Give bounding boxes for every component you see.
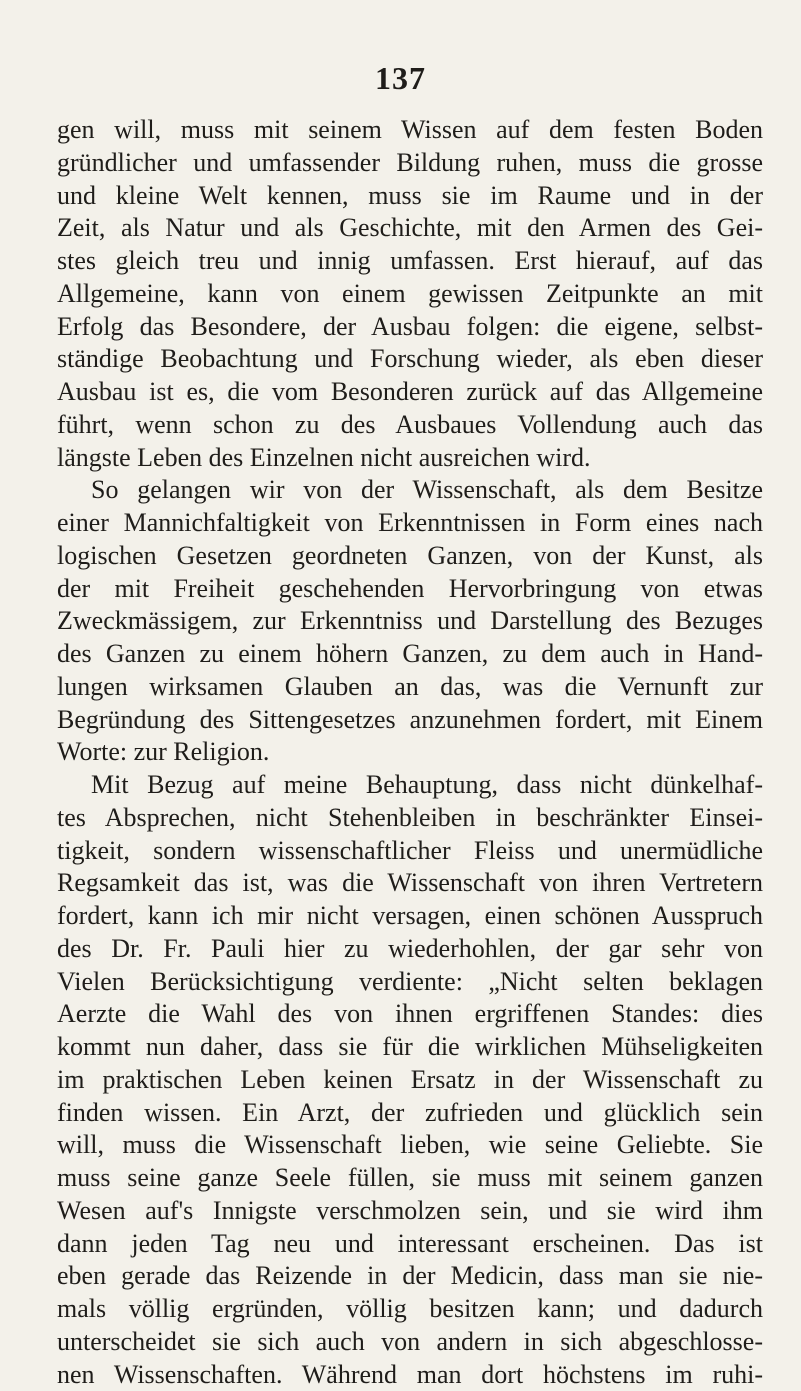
page-number: 137 xyxy=(0,60,801,97)
text-line: gen will, muss mit seinem Wissen auf dem festen Boden xyxy=(57,114,763,147)
text-line: dann jeden Tag neu und interessant erscheinen. Das ist xyxy=(57,1228,763,1261)
text-line: Aerzte die Wahl des von ihnen ergriffenen Standes: dies xyxy=(57,998,763,1031)
text-line: Vielen Berücksichtigung verdiente: „Nicht selten beklagen xyxy=(57,966,763,999)
text-line: führt, wenn schon zu des Ausbaues Vollendung auch das xyxy=(57,409,763,442)
text-line: will, muss die Wissenschaft lieben, wie seine Geliebte. Sie xyxy=(57,1129,763,1162)
text-line: längste Leben des Einzelnen nicht ausreichen wird. xyxy=(57,442,763,475)
text-line: Allgemeine, kann von einem gewissen Zeitpunkte an mit xyxy=(57,278,763,311)
text-line: eben gerade das Reizende in der Medicin, dass man sie nie- xyxy=(57,1260,763,1293)
text-line: Regsamkeit das ist, was die Wissenschaft von ihren Vertretern xyxy=(57,867,763,900)
text-line: ständige Beobachtung und Forschung wieder, als eben dieser xyxy=(57,343,763,376)
text-line: Ausbau ist es, die vom Besonderen zurück auf das Allgemeine xyxy=(57,376,763,409)
text-line: lungen wirksamen Glauben an das, was die Vernunft zur xyxy=(57,671,763,704)
text-line: logischen Gesetzen geordneten Ganzen, von der Kunst, als xyxy=(57,540,763,573)
text-line: des Dr. Fr. Pauli hier zu wiederhohlen, der gar sehr von xyxy=(57,933,763,966)
text-line: fordert, kann ich mir nicht versagen, einen schönen Ausspruch xyxy=(57,900,763,933)
text-line: Erfolg das Besondere, der Ausbau folgen: die eigene, selbst- xyxy=(57,311,763,344)
text-line: im praktischen Leben keinen Ersatz in der Wissenschaft zu xyxy=(57,1064,763,1097)
text-line: Begründung des Sittengesetzes anzunehmen fordert, mit Einem xyxy=(57,704,763,737)
text-line: So gelangen wir von der Wissenschaft, als dem Besitze xyxy=(57,474,763,507)
body-text xyxy=(57,114,763,1391)
text-line: Zweckmässigem, zur Erkenntniss und Darstellung des Bezuges xyxy=(57,605,763,638)
text-line: kommt nun daher, dass sie für die wirklichen Mühseligkeiten xyxy=(57,1031,763,1064)
text-line: einer Mannichfaltigkeit von Erkenntnissen in Form eines nach xyxy=(57,507,763,540)
text-line: des Ganzen zu einem höhern Ganzen, zu dem auch in Hand- xyxy=(57,638,763,671)
text-line: finden wissen. Ein Arzt, der zufrieden und glücklich sein xyxy=(57,1097,763,1130)
text-line: Zeit, als Natur und als Geschichte, mit den Armen des Gei- xyxy=(57,212,763,245)
text-line: Wesen auf's Innigste verschmolzen sein, und sie wird ihm xyxy=(57,1195,763,1228)
text-line: Worte: zur Religion. xyxy=(57,736,763,769)
text-line: tes Absprechen, nicht Stehenbleiben in beschränkter Einsei- xyxy=(57,802,763,835)
text-line: und kleine Welt kennen, muss sie im Raume und in der xyxy=(57,180,763,213)
text-line: der mit Freiheit geschehenden Hervorbringung von etwas xyxy=(57,573,763,606)
text-line: tigkeit, sondern wissenschaftlicher Fleiss und unermüdliche xyxy=(57,835,763,868)
text-line: stes gleich treu und innig umfassen. Erst hierauf, auf das xyxy=(57,245,763,278)
text-line: Mit Bezug auf meine Behauptung, dass nicht dünkelhaf- xyxy=(57,769,763,802)
text-line: mals völlig ergründen, völlig besitzen kann; und dadurch xyxy=(57,1293,763,1326)
text-line: nen Wissenschaften. Während man dort höchstens im ruhi- xyxy=(57,1359,763,1391)
text-line: gründlicher und umfassender Bildung ruhen, muss die grosse xyxy=(57,147,763,180)
text-line: unterscheidet sie sich auch von andern in sich abgeschlosse- xyxy=(57,1326,763,1359)
text-line: muss seine ganze Seele füllen, sie muss mit seinem ganzen xyxy=(57,1162,763,1195)
